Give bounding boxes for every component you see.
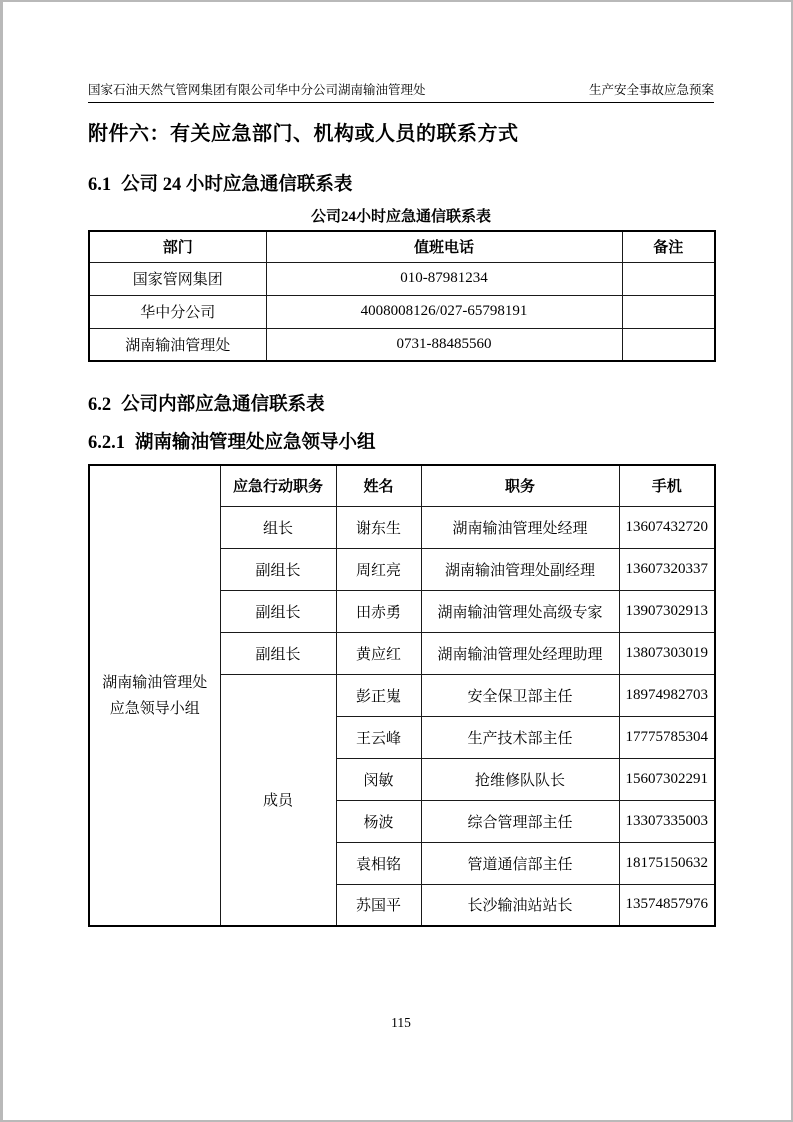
attachment-title: 附件六：有关应急部门、机构或人员的联系方式 (88, 123, 519, 145)
col-header-note: 备注 (622, 231, 715, 262)
mobile-cell: 13607320337 (619, 548, 715, 590)
member-role-cell: 成员 (220, 674, 336, 926)
group-label-cell (89, 465, 220, 926)
position-cell: 综合管理部主任 (421, 800, 619, 842)
name-cell: 杨波 (336, 800, 421, 842)
leadership-group-table (88, 464, 716, 927)
col-header-dept: 部门 (89, 231, 266, 262)
dept-cell: 国家管网集团 (89, 262, 266, 295)
table-header-row (89, 465, 715, 506)
mobile-cell: 18175150632 (619, 842, 715, 884)
page-content (88, 82, 714, 1031)
table-row (89, 262, 715, 295)
mobile-cell: 13907302913 (619, 590, 715, 632)
note-cell (622, 262, 715, 295)
table-row (89, 328, 715, 361)
mobile-cell: 13307335003 (619, 800, 715, 842)
table-row (89, 295, 715, 328)
section-number: 6.2.1 (88, 433, 125, 453)
name-cell: 彭正嵬 (336, 674, 421, 716)
mobile-cell: 18974982703 (619, 674, 715, 716)
section-number: 6.1 (88, 175, 112, 195)
name-cell: 王云峰 (336, 716, 421, 758)
section-heading-text: 公司内部应急通信联系表 (121, 395, 325, 415)
position-cell: 湖南输油管理处高级专家 (421, 590, 619, 632)
mobile-cell: 13607432720 (619, 506, 715, 548)
role-cell: 副组长 (220, 590, 336, 632)
running-head-right: 生产安全事故应急预案 (588, 83, 714, 97)
role-cell: 副组长 (220, 632, 336, 674)
position-cell: 湖南输油管理处经理 (421, 506, 619, 548)
position-cell: 湖南输油管理处副经理 (421, 548, 619, 590)
mobile-cell: 13574857976 (619, 884, 715, 926)
name-cell: 苏国平 (336, 884, 421, 926)
section-heading-text: 湖南输油管理处应急领导小组 (135, 433, 376, 453)
name-cell: 周红亮 (336, 548, 421, 590)
col-header-duty-phone: 值班电话 (266, 231, 622, 262)
section-heading-6-1 (88, 173, 714, 197)
section-heading-6-2-1 (88, 431, 714, 455)
name-cell: 黄应红 (336, 632, 421, 674)
phone-cell: 4008008126/027-65798191 (266, 295, 622, 328)
col-header-position: 职务 (421, 465, 619, 506)
position-cell: 长沙输油站站长 (421, 884, 619, 926)
position-cell: 生产技术部主任 (421, 716, 619, 758)
note-cell (622, 328, 715, 361)
position-cell: 管道通信部主任 (421, 842, 619, 884)
group-label-line2: 应急领导小组 (109, 700, 200, 717)
mobile-cell: 17775785304 (619, 716, 715, 758)
page-number: 115 (391, 1015, 411, 1030)
running-head (88, 82, 714, 103)
role-cell: 副组长 (220, 548, 336, 590)
col-header-name: 姓名 (336, 465, 421, 506)
mobile-cell: 15607302291 (619, 758, 715, 800)
role-cell: 组长 (220, 506, 336, 548)
table1-caption: 公司24小时应急通信联系表 (310, 209, 491, 225)
table-header-row (89, 231, 715, 262)
running-head-left: 国家石油天然气管网集团有限公司华中分公司湖南输油管理处 (88, 83, 426, 97)
phone-cell: 0731-88485560 (266, 328, 622, 361)
dept-cell: 华中分公司 (89, 295, 266, 328)
section-number: 6.2 (88, 395, 112, 415)
phone-cell: 010-87981234 (266, 262, 622, 295)
document-page (3, 2, 791, 1120)
col-header-mobile: 手机 (619, 465, 715, 506)
section-heading-6-2 (88, 393, 714, 417)
dept-cell: 湖南输油管理处 (89, 328, 266, 361)
position-cell: 抢维修队队长 (421, 758, 619, 800)
col-header-role: 应急行动职务 (220, 465, 336, 506)
section-heading-text: 公司 24 小时应急通信联系表 (121, 175, 353, 195)
position-cell: 湖南输油管理处经理助理 (421, 632, 619, 674)
mobile-cell: 13807303019 (619, 632, 715, 674)
name-cell: 闵敏 (336, 758, 421, 800)
name-cell: 袁相铭 (336, 842, 421, 884)
company-24h-contact-table (88, 230, 716, 362)
name-cell: 谢东生 (336, 506, 421, 548)
position-cell: 安全保卫部主任 (421, 674, 619, 716)
note-cell (622, 295, 715, 328)
group-label-line1: 湖南输油管理处 (102, 674, 208, 691)
name-cell: 田赤勇 (336, 590, 421, 632)
